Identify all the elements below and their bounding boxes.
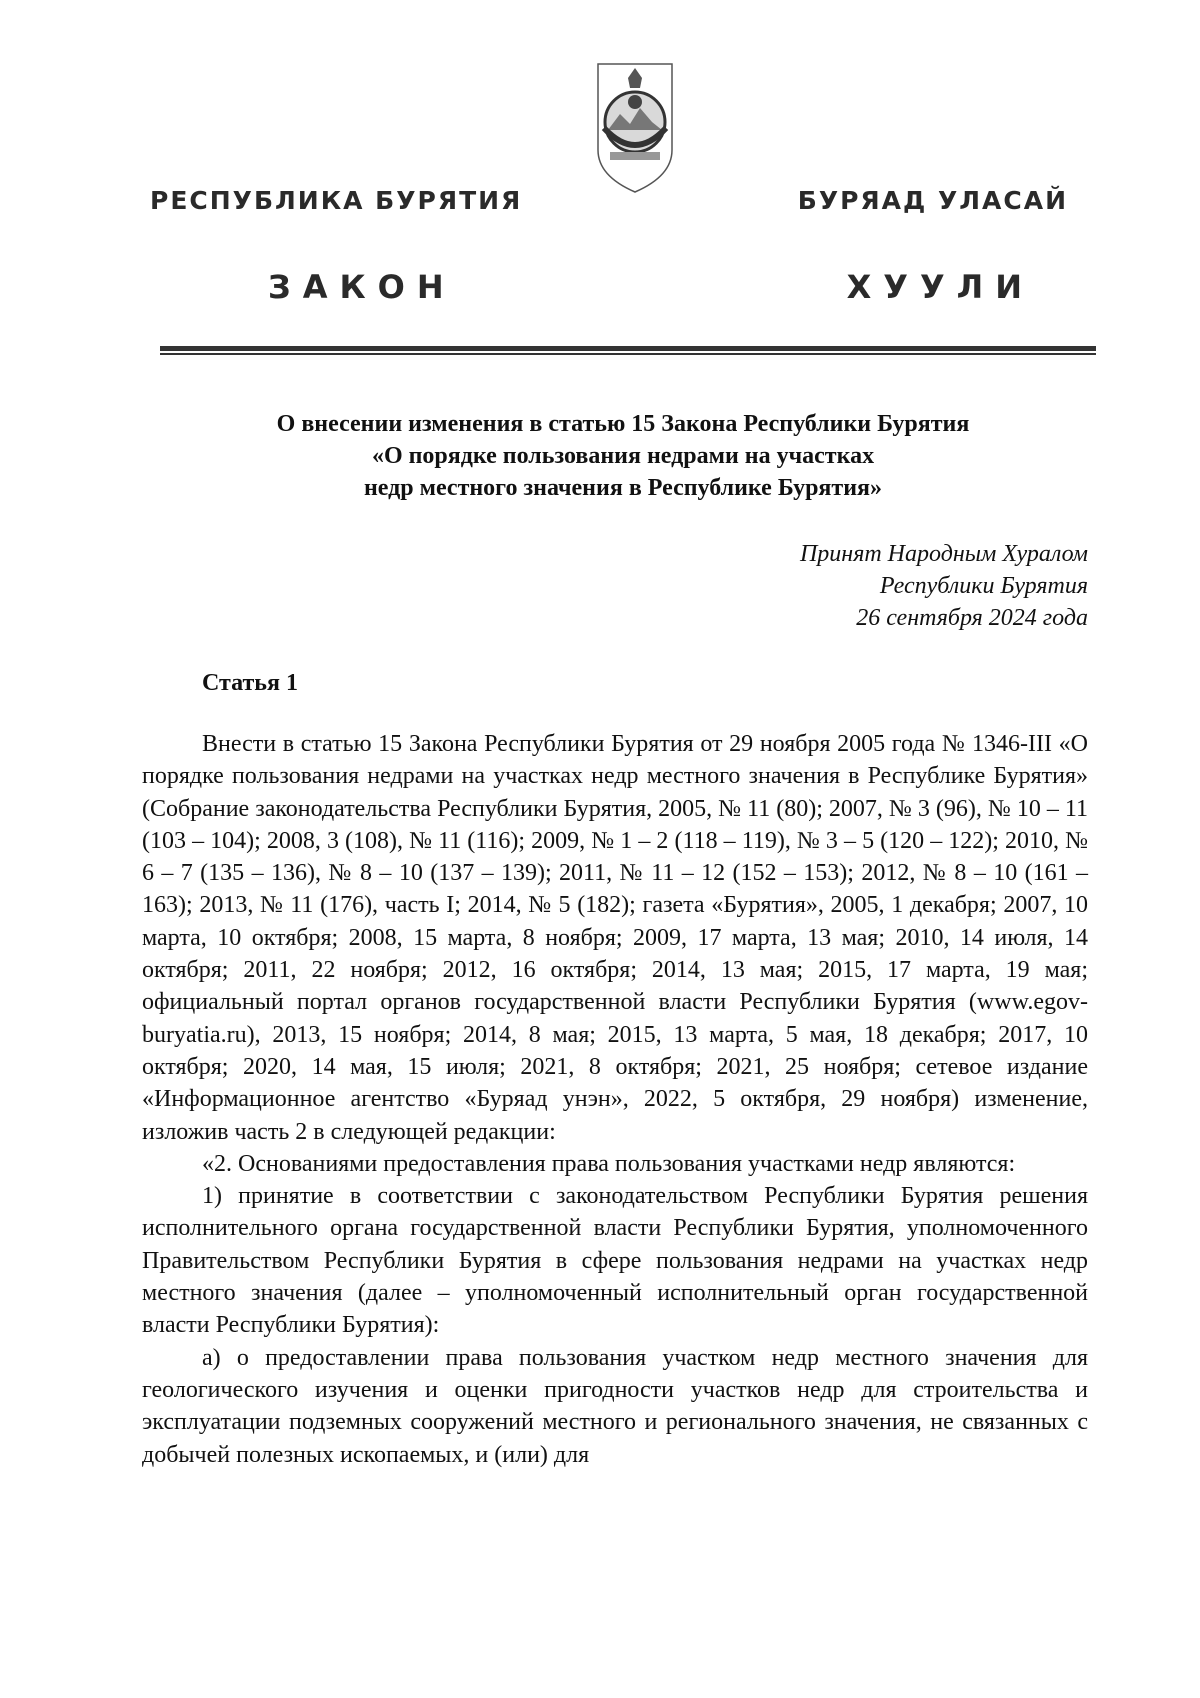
coat-of-arms-icon [590, 58, 680, 198]
adoption-note-line-2: Республики Бурятия [879, 573, 1088, 599]
law-title [150, 408, 1096, 504]
adoption-note [800, 538, 1088, 634]
article-body [142, 728, 1088, 1471]
republic-name-russian: РЕСПУБЛИКА БУРЯТИЯ [150, 186, 523, 215]
law-label-buryat: ХУУЛИ [846, 268, 1034, 306]
adoption-note-line-1: Принят Народным Хуралом [799, 541, 1088, 567]
republic-name-buryat: БУРЯАД УЛАСАЙ [797, 186, 1068, 215]
law-title-line-2: «О порядке пользования недрами на участках [371, 443, 875, 469]
law-title-line-3: недр местного значения в Республике Бурятия» [363, 475, 883, 501]
header-divider-thin [160, 353, 1096, 355]
article-paragraph: 1) принятие в соответствии с законодательством Республики Бурятия решения исполнительного органа государственной власти Республики Бурятия, уполномоченного Правительством Республики Бурятия в сфере пользования недрами на участках недр местного значения (далее – уполномоченный исполнительный орган государственной власти Республики Бурятия): [142, 1183, 1088, 1339]
law-title-line-1: О внесении изменения в статью 15 Закона Республики Бурятия [276, 411, 970, 437]
adoption-date: 26 сентября 2024 года [856, 605, 1088, 631]
article-paragraph: а) о предоставлении права пользования участком недр местного значения для геологического изучения и оценки пригодности участков недр для строительства и эксплуатации подземных сооружений местного и регионального значения, не связанных с добычей полезных ископаемых, и (или) для [142, 1344, 1088, 1468]
header-divider-thick [160, 346, 1096, 351]
law-label-russian: ЗАКОН [268, 268, 456, 306]
article-paragraph: Внести в статью 15 Закона Республики Бурятия от 29 ноября 2005 года № 1346-III «О порядке пользования недрами на участках недр местного значения в Республике Бурятия» (Собрание законодательства Республики Бурятия, 2005, № 11 (80); 2007, № 3 (96), № 10 – 11 (103 – 104); 2008, 3 (108), № 11 (116); 2009, № 1 – 2 (118 – 119), № 3 – 5 (120 – 122); 2010, № 6 – 7 (135 – 136), № 8 – 10 (137 – 139); 2011, № 11 – 12 (152 – 153); 2012, № 8 – 10 (161 – 163); 2013, № 11 (176), часть I; 2014, № 5 (182); газета «Бурятия», 2005, 1 декабря; 2007, 10 марта, 10 октября; 2008, 15 марта, 8 ноября; 2009, 17 марта, 13 мая; 2010, 14 июля, 14 октября; 2011, 22 ноября; 2012, 16 октября; 2014, 13 мая; 2015, 17 марта, 19 мая; официальный портал органов государственной власти Республики Бурятия (www.egov-buryatia.ru), 2013, 15 ноября; 2014, 8 мая; 2015, 13 марта, 5 мая, 18 декабря; 2017, 10 октября; 2020, 14 мая, 15 июля; 2021, 8 октября; 2021, 25 ноября; сетевое издание «Информационное агентство «Буряад унэн», 2022, 5 октября, 29 ноября) изменение, изложив часть 2 в следующей редакции: [142, 731, 1088, 1145]
article-heading: Статья 1 [202, 670, 298, 696]
article-paragraph: «2. Основаниями предоставления права пользования участками недр являются: [202, 1150, 1016, 1177]
